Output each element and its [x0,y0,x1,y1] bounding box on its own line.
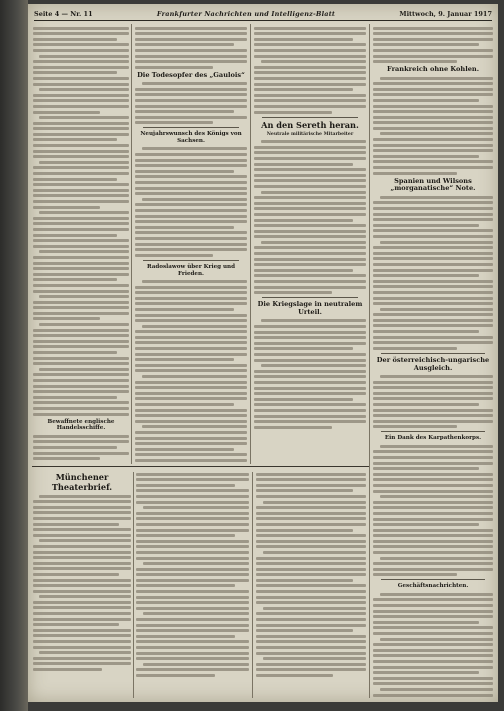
headline-radoslawow: Radoslawow über Krieg und Frieden. [146,263,236,277]
newspaper-page [28,4,498,702]
lower-column-2 [136,470,249,698]
column-rule [369,24,370,698]
column-4 [373,24,493,698]
headline-spanien: Spanien und Wilsons „morganatische“ Note. [390,176,476,193]
column-rule [131,24,132,464]
article-text [33,27,129,416]
section-rule [32,466,369,467]
headline-ausgleich: Der österreichisch-ungarische Ausgleich. [376,355,490,372]
binder-edge [0,0,28,711]
masthead-title: Frankfurter Nachrichten und Intelligenz-Blatt [156,10,336,18]
headline-frankreich: Frankreich ohne Kohlen. [387,65,479,74]
column-1 [33,24,129,462]
lower-column-1 [33,470,131,698]
headline-todesopfer: Die Todesopfer des „Gaulois“ [137,70,245,79]
masthead-page-number: Seite 4 — Nr. 11 [34,10,93,18]
column-rule [252,472,253,698]
headline-handelsschiffe: Bewaffnete englische Handelsschiffe. [47,418,115,432]
column-3 [254,24,366,462]
headline-kriegslage: Die Kriegslage in neutralem Urteil. [257,300,363,317]
column-2 [135,24,247,462]
column-rule [133,472,134,698]
headline-sereth: An den Sereth heran. [261,119,359,130]
headline-theaterbrief: Münchener Theaterbrief. [51,472,113,492]
headline-karpathen: Ein Dank des Karpathenkorps. [384,435,482,442]
headline-neujahr: Neujahrswunsch des Königs von Sachsen. [140,131,242,145]
headline-geschaeft: Geschäftsnachrichten. [397,583,469,590]
masthead [34,8,492,21]
subheadline-sereth: Neutrale militärische Mitarbeiter [266,132,354,137]
column-rule [250,24,251,464]
masthead-date: Mittwoch, 9. Januar 1917 [399,10,492,18]
lower-column-3 [256,470,366,698]
